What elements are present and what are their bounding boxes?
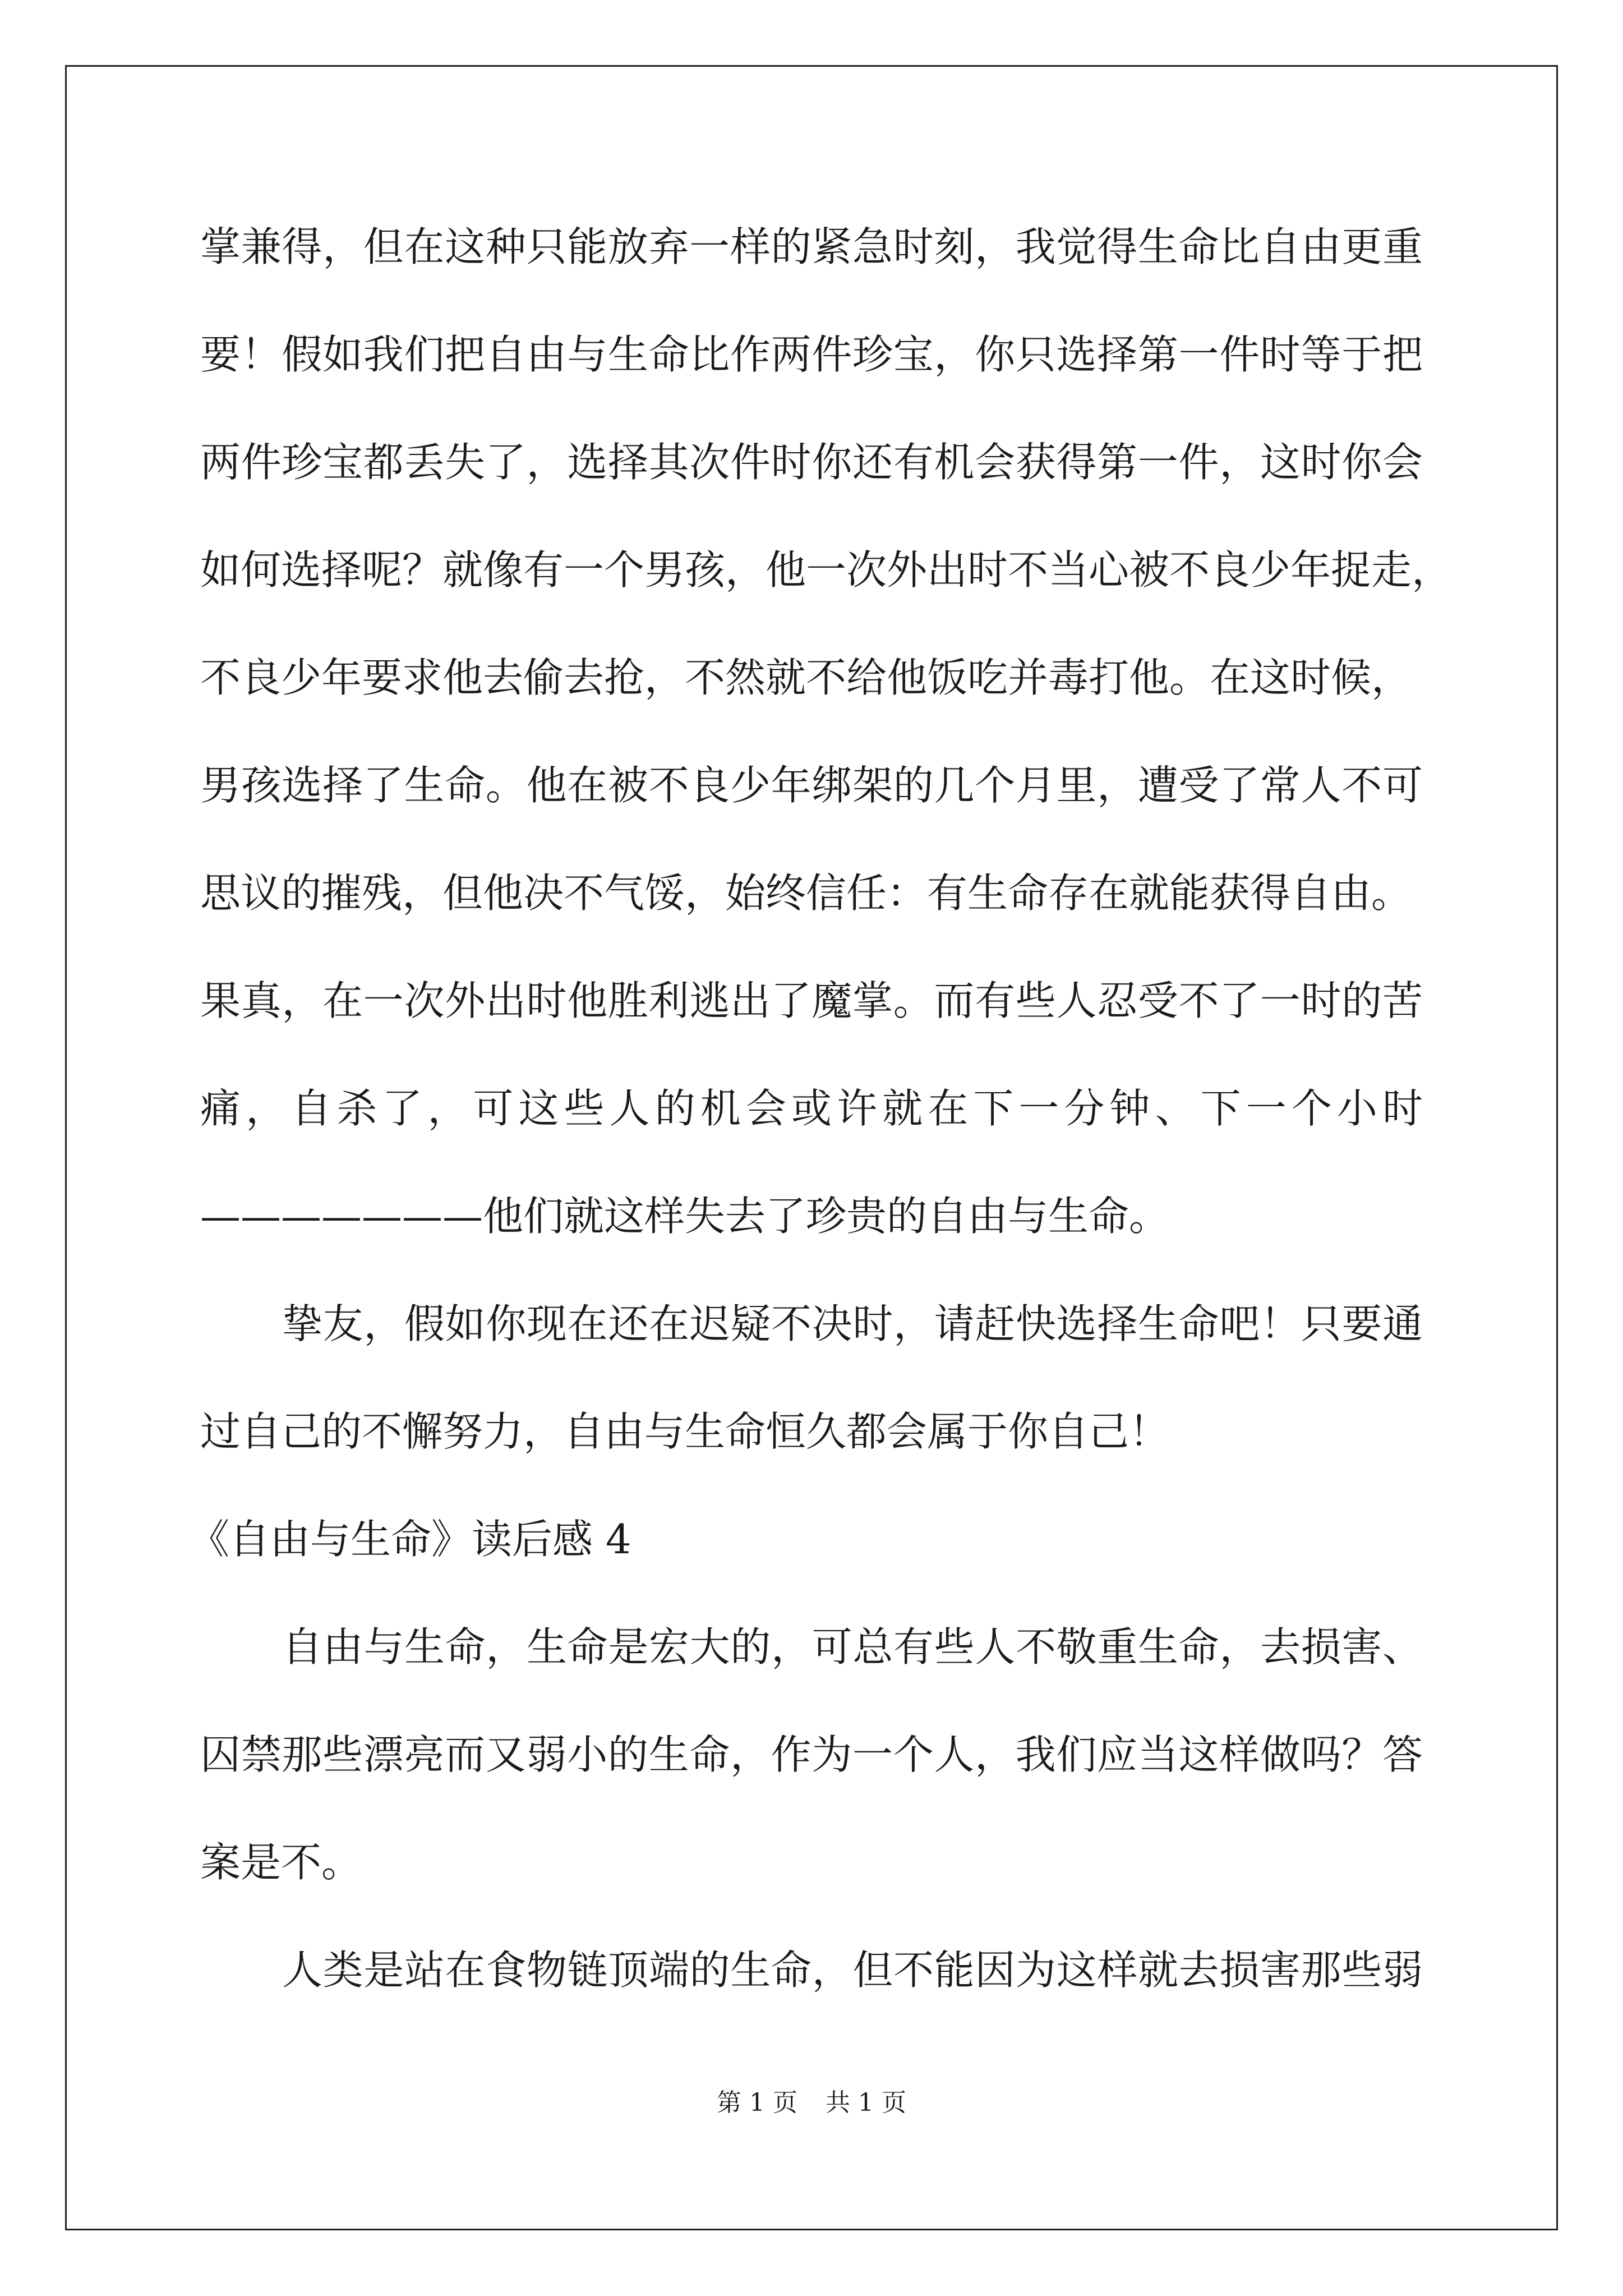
paragraph-first-line: 自由与生命，生命是宏大的，可总有些人不敬重生命，去损害、 xyxy=(282,1623,1423,1671)
page-footer xyxy=(0,2082,1623,2118)
text-line: 不良少年要求他去偷去抢，不然就不给他饭吃并毒打他。在这时候， xyxy=(200,654,1412,701)
text-line: 两件珍宝都丢失了，选择其次件时你还有机会获得第一件，这时你会 xyxy=(200,439,1423,486)
text-line: 过自己的不懈努力，自由与生命恒久都会属于你自己！ xyxy=(200,1408,1170,1455)
document-body xyxy=(189,219,1453,2050)
paragraph-first-line: 人类是站在食物链顶端的生命，但不能因为这样就去损害那些弱 xyxy=(282,1947,1423,1994)
section-heading: 《自由与生命》读后感 4 xyxy=(189,1516,631,1563)
page-total: 共 1 页 xyxy=(826,2088,906,2117)
text-line: 囚禁那些漂亮而又弱小的生命，作为一个人，我们应当这样做吗？答 xyxy=(200,1731,1423,1778)
text-line: 男孩选择了生命。他在被不良少年绑架的几个月里，遭受了常人不可 xyxy=(200,762,1423,809)
text-line: 果真，在一次外出时他胜利逃出了魔掌。而有些人忍受不了一时的苦 xyxy=(200,977,1423,1024)
text-line: 要！假如我们把自由与生命比作两件珍宝，你只选择第一件时等于把 xyxy=(200,331,1423,378)
page-number: 第 1 页 xyxy=(717,2088,797,2117)
text-line: 案是不。 xyxy=(200,1839,362,1886)
text-line: 如何选择呢？就像有一个男孩，他一次外出时不当心被不良少年捉走， xyxy=(200,546,1453,593)
text-line: 痛，自杀了，可这些人的机会或许就在下一分钟、下一个小时 xyxy=(200,1085,1423,1132)
text-line: 思议的摧残，但他决不气馁，始终信任：有生命存在就能获得自由。 xyxy=(200,869,1412,917)
paragraph-first-line: 挚友，假如你现在还在迟疑不决时，请赶快选择生命吧！只要通 xyxy=(282,1300,1423,1347)
text-line: ———————他们就这样失去了珍贵的自由与生命。 xyxy=(200,1193,1170,1240)
text-line: 掌兼得，但在这种只能放弃一样的紧急时刻，我觉得生命比自由更重 xyxy=(200,223,1423,270)
